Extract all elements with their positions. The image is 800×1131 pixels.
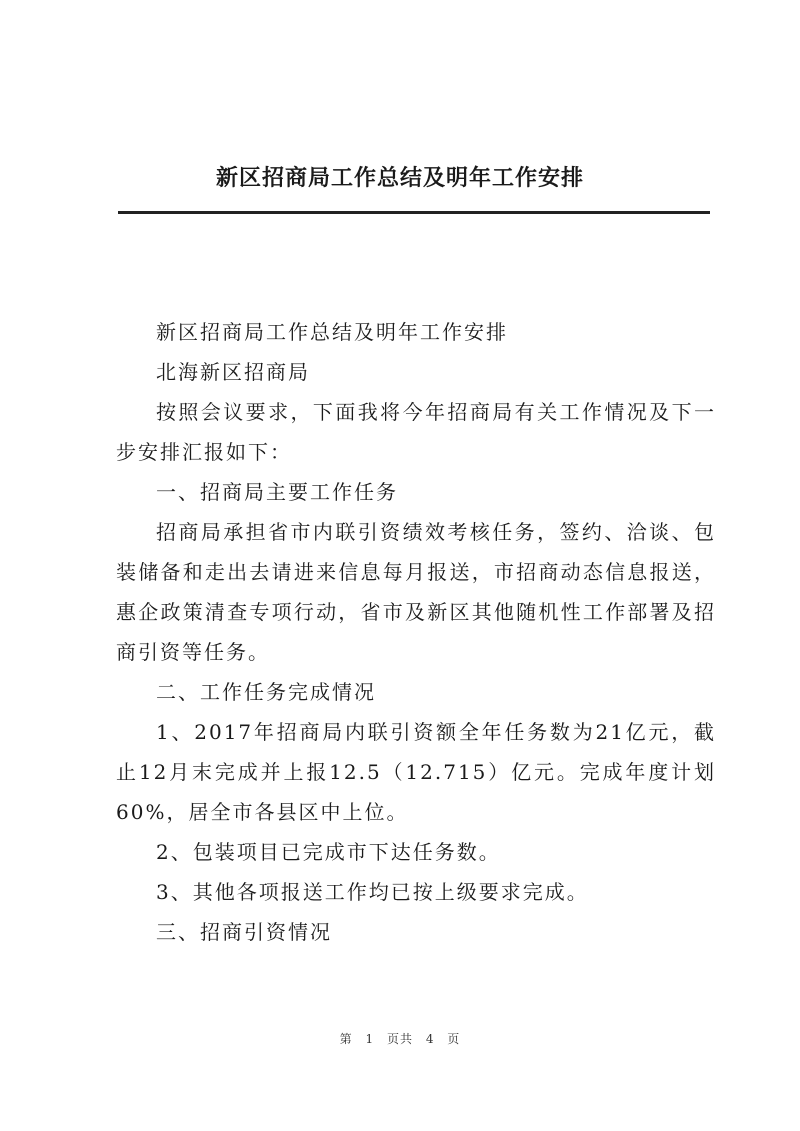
paragraph-organization: 北海新区招商局 — [156, 360, 310, 384]
list-item-3: 3、其他各项报送工作均已按上级要求完成。 — [156, 880, 589, 904]
page-total: 4 — [425, 1032, 435, 1046]
page-label: 第 — [339, 1032, 353, 1046]
section-heading-3: 三、招商引资情况 — [156, 920, 332, 944]
paragraph-intro: 按照会议要求，下面我将今年招商局有关工作情况及下一步安排汇报如下： — [116, 400, 716, 464]
document-body — [116, 312, 716, 952]
section-heading-2: 二、工作任务完成情况 — [156, 680, 376, 704]
page-title: 新区招商局工作总结及明年工作安排 — [215, 165, 584, 191]
page-mid-label: 页共 — [386, 1032, 413, 1046]
list-item-2: 2、包装项目已完成市下达任务数。 — [156, 840, 501, 864]
page-footer — [0, 1030, 800, 1047]
list-item-1: 1、2017年招商局内联引资额全年任务数为21亿元，截止12月末完成并上报12.5（12.715）亿元。完成年度计划60%，居全市各县区中上位。 — [116, 720, 716, 824]
page-suffix: 页 — [447, 1032, 461, 1046]
paragraph-doc-heading: 新区招商局工作总结及明年工作安排 — [156, 320, 508, 344]
page-number: 1 — [365, 1032, 375, 1046]
section-heading-1: 一、招商局主要工作任务 — [156, 480, 398, 504]
paragraph-main-tasks: 招商局承担省市内联引资绩效考核任务，签约、洽谈、包装储备和走出去请进来信息每月报送，市招商动态信息报送，惠企政策清查专项行动，省市及新区其他随机性工作部署及招商引资等任务。 — [116, 520, 716, 664]
title-divider — [118, 211, 710, 214]
